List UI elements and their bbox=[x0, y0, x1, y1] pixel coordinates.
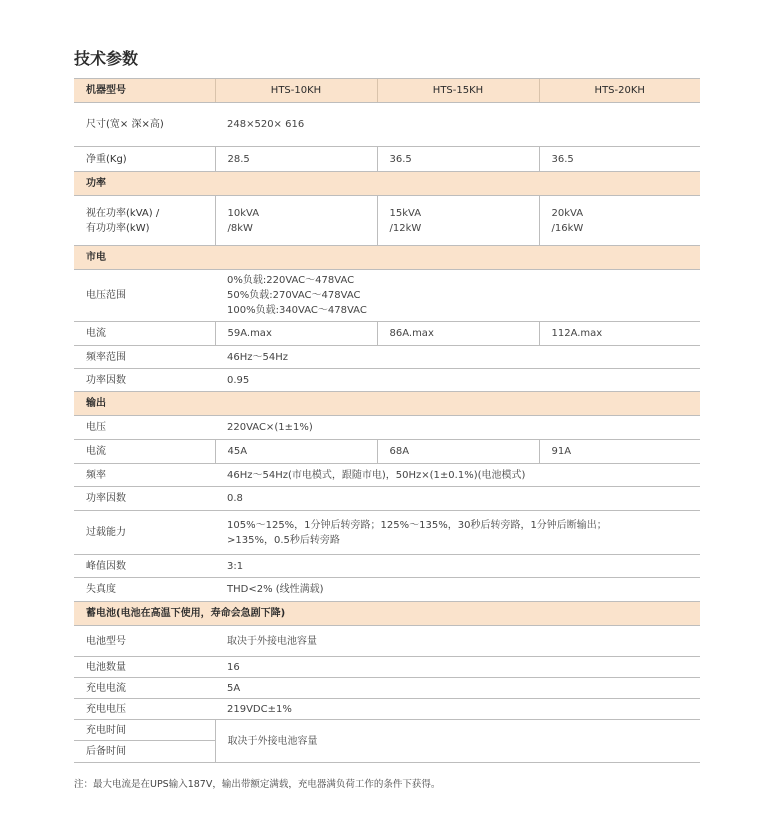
power-20kh-kva: 20kVA bbox=[551, 207, 584, 219]
model-15kh: HTS-15KH bbox=[377, 79, 539, 103]
mains-section-title: 市电 bbox=[74, 246, 700, 270]
output-current-10kh: 45A bbox=[215, 440, 377, 464]
mains-current-20kh: 112A.max bbox=[539, 322, 700, 346]
charge-voltage-value: 219VDC±1% bbox=[215, 699, 700, 720]
mains-freq-value: 46Hz～54Hz bbox=[215, 346, 700, 369]
backup-time-label: 后备时间 bbox=[74, 741, 215, 763]
power-15kh bbox=[377, 196, 539, 246]
battery-section-row bbox=[74, 602, 700, 626]
output-pf-row bbox=[74, 487, 700, 511]
output-current-row bbox=[74, 440, 700, 464]
mains-voltage-row bbox=[74, 270, 700, 322]
mains-voltage-line: 0%负载:220VAC～478VAC bbox=[227, 275, 355, 286]
mains-voltage-line: 50%负载:270VAC～478VAC bbox=[227, 290, 361, 301]
size-label: 尺寸(宽× 深×高) bbox=[74, 103, 215, 147]
battery-type-row bbox=[74, 626, 700, 657]
battery-count-label: 电池数量 bbox=[74, 657, 215, 678]
output-section-title: 输出 bbox=[74, 392, 700, 416]
charge-time-label: 充电时间 bbox=[74, 720, 215, 741]
mains-current-10kh: 59A.max bbox=[215, 322, 377, 346]
overload-line2: >135%，0.5秒后转旁路 bbox=[227, 534, 340, 546]
mains-freq-label: 频率范围 bbox=[74, 346, 215, 369]
output-overload-label: 过载能力 bbox=[74, 511, 215, 555]
weight-label: 净重(Kg) bbox=[74, 147, 215, 172]
weight-15kh: 36.5 bbox=[377, 147, 539, 172]
model-header-row bbox=[74, 79, 700, 103]
output-voltage-label: 电压 bbox=[74, 416, 215, 440]
power-section-title: 功率 bbox=[74, 172, 700, 196]
power-label bbox=[74, 196, 215, 246]
mains-current-label: 电流 bbox=[74, 322, 215, 346]
output-current-15kh: 68A bbox=[377, 440, 539, 464]
mains-current-15kh: 86A.max bbox=[377, 322, 539, 346]
overload-line1: 105%～125%，1分钟后转旁路；125%～135%，30秒后转旁路，1分钟后断输出； bbox=[227, 519, 607, 531]
power-label-line2: 有功功率(kW) bbox=[86, 222, 150, 234]
output-freq-value: 46Hz～54Hz(市电模式，跟随市电)，50Hz×(1±0.1%)(电池模式) bbox=[215, 464, 700, 487]
power-10kh-kva: 10kVA bbox=[227, 207, 260, 219]
mains-freq-row bbox=[74, 346, 700, 369]
footnote: 注：最大电流是在UPS输入187V，输出带额定满载，充电器满负荷工作的条件下获得。 bbox=[74, 779, 441, 790]
power-section-row bbox=[74, 172, 700, 196]
mains-pf-label: 功率因数 bbox=[74, 369, 215, 392]
charge-current-row bbox=[74, 678, 700, 699]
charge-current-label: 充电电流 bbox=[74, 678, 215, 699]
power-row bbox=[74, 196, 700, 246]
spec-table bbox=[74, 78, 700, 763]
mains-section-row bbox=[74, 246, 700, 270]
battery-type-value: 取决于外接电池容量 bbox=[215, 626, 700, 657]
weight-row bbox=[74, 147, 700, 172]
battery-count-row bbox=[74, 657, 700, 678]
output-pf-label: 功率因数 bbox=[74, 487, 215, 511]
mains-voltage-value bbox=[215, 270, 700, 322]
output-current-label: 电流 bbox=[74, 440, 215, 464]
power-15kh-kw: /12kW bbox=[389, 222, 422, 234]
charge-voltage-row bbox=[74, 699, 700, 720]
battery-section-title: 蓄电池(电池在高温下使用，寿命会急剧下降) bbox=[74, 602, 700, 626]
battery-count-value: 16 bbox=[215, 657, 700, 678]
output-freq-label: 频率 bbox=[74, 464, 215, 487]
power-10kh bbox=[215, 196, 377, 246]
charge-time-row bbox=[74, 720, 700, 741]
mains-current-row bbox=[74, 322, 700, 346]
output-pf-value: 0.8 bbox=[215, 487, 700, 511]
output-freq-row bbox=[74, 464, 700, 487]
model-label: 机器型号 bbox=[74, 79, 215, 103]
mains-pf-value: 0.95 bbox=[215, 369, 700, 392]
power-label-line1: 视在功率(kVA) / bbox=[86, 207, 160, 219]
charge-voltage-label: 充电电压 bbox=[74, 699, 215, 720]
power-20kh bbox=[539, 196, 700, 246]
mains-voltage-label: 电压范围 bbox=[74, 270, 215, 322]
output-overload-row bbox=[74, 511, 700, 555]
output-thd-label: 失真度 bbox=[74, 578, 215, 602]
weight-10kh: 28.5 bbox=[215, 147, 377, 172]
size-row bbox=[74, 103, 700, 147]
page-title: 技术参数 bbox=[74, 49, 139, 68]
power-15kh-kva: 15kVA bbox=[389, 207, 422, 219]
battery-time-value: 取决于外接电池容量 bbox=[215, 720, 700, 763]
mains-voltage-line: 100%负载:340VAC～478VAC bbox=[227, 305, 367, 316]
power-20kh-kw: /16kW bbox=[551, 222, 584, 234]
output-overload-value bbox=[215, 511, 700, 555]
output-crest-row bbox=[74, 555, 700, 578]
battery-type-label: 电池型号 bbox=[74, 626, 215, 657]
output-current-20kh: 91A bbox=[539, 440, 700, 464]
power-10kh-kw: /8kW bbox=[227, 222, 253, 234]
output-thd-row bbox=[74, 578, 700, 602]
model-10kh: HTS-10KH bbox=[215, 79, 377, 103]
size-value: 248×520× 616 bbox=[215, 103, 700, 147]
charge-current-value: 5A bbox=[215, 678, 700, 699]
output-voltage-value: 220VAC×(1±1%) bbox=[215, 416, 700, 440]
model-20kh: HTS-20KH bbox=[539, 79, 700, 103]
output-section-row bbox=[74, 392, 700, 416]
output-crest-label: 峰值因数 bbox=[74, 555, 215, 578]
weight-20kh: 36.5 bbox=[539, 147, 700, 172]
output-crest-value: 3:1 bbox=[215, 555, 700, 578]
output-thd-value: THD<2% (线性满载) bbox=[215, 578, 700, 602]
output-voltage-row bbox=[74, 416, 700, 440]
mains-pf-row bbox=[74, 369, 700, 392]
